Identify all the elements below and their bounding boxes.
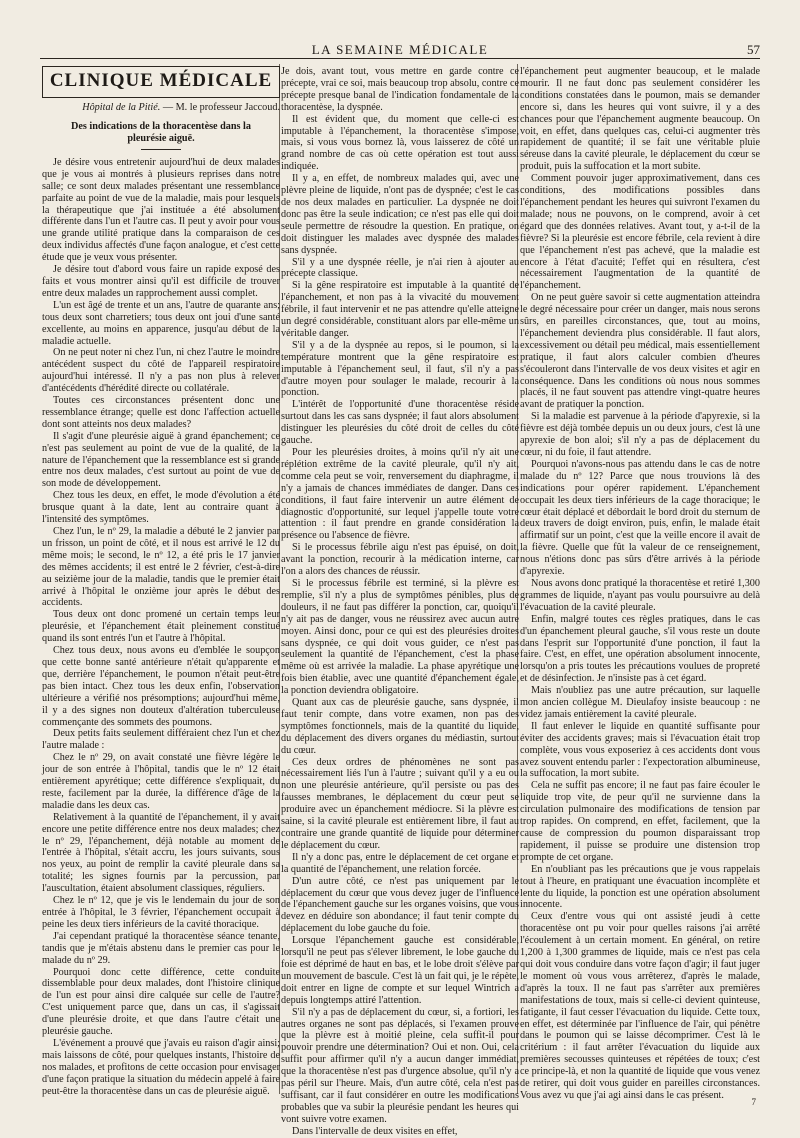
- paragraph: Comment pouvoir juger approximativement, dans ces conditions, des modifications possibles dans l'épanchement pendant les heures qui suivront l'examen du malade; nous ne pouvons, on le comprend, avoir à cet égard que des données relatives. Avant tout, y a-t-il de la fièvre? Si la pleurésie est encore fébrile, cela revient à dire que l'épanchement n'est pas achevé, que la maladie est encore à l'état d'acuité; l'effet qui en résultera, c'est nécessairement l'augmentation de la quantité de l'épanchement.: [520, 173, 760, 292]
- paragraph: Chez l'un, le nº 29, la maladie a débuté le 2 janvier par un frisson, un point de côté, et il nous est arrivé le 12 du même mois; le second, le nº 12, a été pris le 17 janvier des mêmes accidents; il est entré le 2 février, c'est-à-dire au seizième jour de la maladie, tandis que le premier était arrivé à l'hôpital le onzième jour après le début des accidents.: [42, 526, 280, 609]
- paragraph: Lorsque l'épanchement gauche est considérable, lorsqu'il ne peut pas s'élever librement, le lobe gauche du foie est déprimé de haut en bas, et le lobe droit s'élève par un mouvement de bascule. C'est là un fait qui, je le répète, doit entrer en ligne de compte et sur lequel Wintrich a depuis longtemps attiré l'attention.: [281, 935, 519, 1006]
- paragraph: Chez le nº 29, on avait constaté une fièvre légère le jour de son entrée à l'hôpital, tandis que le nº 12 était entièrement apyrétique; cette différence s'expliquait, du reste, facilement par la durée, la différence d'âge de la maladie dans les deux cas.: [42, 752, 280, 811]
- paragraph: Si la maladie est parvenue à la période d'apyrexie, si la fièvre est déjà tombée depuis un ou deux jours, c'est là une apyrexie de bon aloi; s'il n'y a pas de déplacement du cœur, ni du foie, il faut attendre.: [520, 411, 760, 458]
- paragraph: Je dois, avant tout, vous mettre en garde contre ce précepte, vrai ce soi, mais beaucoup trop absolu, contre ce précepte presque banal de l'indication fondamentale de la thoracentèse, la dyspnée.: [281, 66, 519, 113]
- paragraph: Enfin, malgré toutes ces règles pratiques, dans le cas d'un épanchement pleural gauche, s'il vous reste un doute dans l'esprit sur l'opportunité d'une ponction, il faut la faire. C'est, en effet, une opération absolument innocente, lorsqu'on a pris toutes les précautions voulues de propreté et de désinfection. Je n'insiste pas à cet égard.: [520, 613, 760, 685]
- paragraph: Je désire tout d'abord vous faire un rapide exposé des faits et vous montrer ainsi qu'il est difficile de trouver entre deux malades un rapprochement aussi complet.: [42, 264, 280, 299]
- paragraph: Il y a, en effet, de nombreux malades qui, avec une plèvre pleine de liquide, n'ont pas de dyspnée; c'est le cas de nos deux malades en particulier. La dyspnée ne doit donc pas être la seule indication; ce n'est pas elle qui doit seule permettre de résoudre la question. En pratique, on doit distinguer les malades avec dyspnée des malades sans dyspnée.: [281, 173, 519, 256]
- paragraph: S'il y a une dyspnée réelle, je n'ai rien à ajouter au précepte classique.: [281, 256, 519, 280]
- paragraph: Cela ne suffit pas encore; il ne faut pas faire écouler le liquide trop vite, de peur qu'il ne survienne dans la circulation pulmonaire des modifications de tension par trop rapides. On comprend, en effet, facilement, que la cause de compression du poumon disparaissant trop rapidement, il puisse se produire une distension trop prompte de cet organe.: [520, 780, 760, 863]
- paragraph: Si le processus fébrile aigu n'est pas épuisé, on doit, avant la ponction, recourir à la médication interne, car l'on a alors des chances de réussir.: [281, 542, 519, 578]
- hospital-name: Hôpital de la Pitié.: [82, 102, 161, 113]
- paragraph: Ces deux ordres de phénomènes ne sont pas nécessairement liés l'un à l'autre ; suivant qu'il y a eu ou non une pleurésie antérieure, qu'il persiste ou pas des fausses membranes, le déplacement du cœur peut se produire avec un épanchement médiocre. Si la plèvre est saine, si la cavité pleurale est entièrement libre, il faut au contraire une grande quantité de liquide pour déterminer le déplacement du cœur.: [281, 756, 519, 851]
- paragraph: Je désire vous entretenir aujourd'hui de deux malades que je vous ai montrés à plusieurs reprises dans notre salle; ce sont deux malades présentant une ressemblance parfaite au point de vue de la maladie, mais pour lesquels la thérapeutique que j'ai instituée a été absolument différente dans l'un et l'autre cas. Il peut y avoir pour vous une grande utilité pratique dans la comparaison de ces deux individus affectés d'une façon analogue, et c'est cette étude que je veux vous présenter.: [42, 156, 280, 264]
- paragraph: Chez le nº 12, que je vis le lendemain du jour de son entrée à l'hôpital, le 3 février, l'épanchement occupait à peine les deux tiers inférieurs de la cavité thoracique.: [42, 895, 280, 930]
- section-heading-box: [42, 66, 280, 98]
- paragraph: Il s'agit d'une pleurésie aiguë à grand épanchement; ce n'est pas seulement au point de vue de la qualité, de la nature de l'épanchement que la ressemblance est si grande entre nos deux malades, c'est surtout au point de vue de son mode de développement.: [42, 430, 280, 490]
- paragraph: Pourquoi donc cette différence, cette conduite dissemblable pour deux malades, dont l'histoire clinique de l'un est pour ainsi dire calquée sur celle de l'autre? C'est uniquement parce que, dans un cas, il s'agissait d'une pleurésie droite, et que dans l'autre c'était une pleurésie gauche.: [42, 966, 280, 1038]
- paragraph: On ne peut noter ni chez l'un, ni chez l'autre le moindre antécédent suspect du côté de l'appareil respiratoire aujourd'hui intéressé. Il n'y a pas non plus à relever d'antécédents d'hérédité directe ou collatérale.: [42, 347, 280, 395]
- article-subtitle: Des indications de la thoracentèse dans la pleurésie aiguë.: [58, 121, 264, 150]
- column-3: [520, 66, 760, 1101]
- paragraph: Il n'y a donc pas, entre le déplacement de cet organe et la quantité de l'épanchement, une relation forcée.: [281, 851, 519, 875]
- paragraph: L'un est âgé de trente et un ans, l'autre de quarante ans; tous deux sont charretiers; tous deux ont joui d'une santé excellente, au moins en apparence, jusqu'au début de la maladie actuelle.: [42, 299, 280, 347]
- paragraph: On ne peut guère savoir si cette augmentation atteindra le degré nécessaire pour créer un danger, mais nous serons sûrs, en pareilles circonstances, que, tout au moins, l'épanchement deviendra plus considérable. Il faut alors, excessivement ou détail peu médical, mais essentiellement pratique, il faut alors calculer combien d'heures s'écouleront dans l'intervalle de vos deux visites et agir en conséquence. Dans les conditions où nous nous sommes placés, il ne faut souvent pas attendre vingt-quatre heures avant de pratiquer la ponction.: [520, 292, 760, 411]
- paragraph: Pourquoi n'avons-nous pas attendu dans le cas de notre malade du nº 12? Parce que nous trouvions là des indications pour opérer rapidement. L'épanchement occupait les deux tiers inférieurs de la cage thoracique; le cœur était déplacé et débordait le bord droit du sternum de deux travers de doigt environ, puis, enfin, le malade était affirmatif sur un point, c'est que la veille encore il avait de la fièvre. Quelle que fût la valeur de ce renseignement, nous n'étions donc pas sûrs d'être arrivés à la période d'apyrexie.: [520, 458, 760, 578]
- header-rule: [40, 58, 760, 59]
- paragraph: Deux petits faits seulement différaient chez l'un et chez l'autre malade :: [42, 728, 280, 752]
- paragraph: Tous deux ont donc promené un certain temps leur pleurésie, et l'épanchement était pleinement constitué quand ils sont entrés l'un et l'autre à l'hôpital.: [42, 609, 280, 645]
- paragraph: D'un autre côté, ce n'est pas uniquement par le déplacement du cœur que vous devez juger de l'influence de l'épanchement gauche sur les organes voisins, que vous devez en déduire son abondance; il faut tenir compte du déplacement du lobe gauche du foie.: [281, 875, 519, 935]
- paragraph: Si le processus fébrile est terminé, si la plèvre est remplie, s'il n'y a plus de symptômes pénibles, plus de douleurs, il ne faut pas différer la ponction, car, quoiqu'il n'y ait pas de danger, vous ne réussirez avec aucun autre moyen. Ainsi donc, pour ce qui est des pleurésies droites sans dyspnée, ce qui doit vous guider, ce n'est pas seulement la quantité de l'épanchement, c'est la phase même où est arrivée la maladie. La phase apyrétique une fois bien établie, avec une quantité d'épanchement égale, la ponction deviendra obligatoire.: [281, 577, 519, 697]
- section-title: CLINIQUE MÉDICALE: [49, 70, 273, 91]
- paragraph: l'épanchement peut augmenter beaucoup, et le malade mourir. Il ne faut donc pas seulement considérer les conditions constatées dans le poumon, mais se demander encore si, dans les heures qui vont suivre, il y a des chances pour que l'épanchement augmente beaucoup. On voit, en effet, dans quelques cas, celui-ci augmenter très rapidement de quantité; il se fait une véritable pluie séreuse dans la cavité pleurale, le déplacement du cœur se produit, puis la suffocation et la mort subite.: [520, 66, 760, 173]
- paragraph: Toutes ces circonstances présentent donc une ressemblance étrange; quelle est donc l'affection actuelle dont sont atteints nos deux malades?: [42, 395, 280, 430]
- paragraph: Dans l'intervalle de deux visites en effet,: [292, 1125, 458, 1137]
- paragraph: Pour les pleurésies droites, à moins qu'il n'y ait une réplétion extrême de la cavité pleurale, qu'il n'y ait, comme cela peut se voir, renversement du diaphragme, il n'y a jamais de chances immédiates de danger. Dans ces conditions, il faut faire intervenir un autre élément de diagnostic d'opportunité, sur lequel j'appelle toute votre attention : il faut prendre en grande considération la présence ou l'absence de fièvre.: [281, 447, 519, 542]
- printer-signature: 7: [751, 1097, 756, 1107]
- paragraph: Chez tous les deux, en effet, le mode d'évolution a été brusque quant à la date, lent au contraire quant à l'intensité des symptômes.: [42, 490, 280, 526]
- paragraph: Ceux d'entre vous qui ont assisté jeudi à cette thoracentèse ont pu voir pour quelles raisons j'ai arrêté l'écoulement à un certain moment. En général, on retire 1,200 à 1,300 grammes de liquide, mais ce n'est pas cela qui doit vous conduire dans votre façon d'agir; il faut juger le moment où vous vous arrêterez, d'après le malade, d'après la toux. Il ne faut pas s'arrêter aux premières manifestations de toux, mais si celle-ci devient quinteuse, fatigante, il faut cesser l'évacuation du liquide. Cette toux, en effet, est déterminée par l'influence de l'air, qui pénètre dans le poumon qui se laisse décomprimer. C'est là le critérium : il faut arrêter l'évacuation du liquide aux premières secousses quinteuses et répétées de toux; c'est ce principe-là, et non la quantité de liquide que vous venez de retirer, qui doit vous guider en pareilles circonstances. Vous avez vu que j'ai agi ainsi dans le cas présent.: [520, 911, 760, 1101]
- page-number: 57: [747, 42, 760, 57]
- paragraph: S'il y a de la dyspnée au repos, si le poumon, si la température montrent que la gêne respiratoire est imputable à l'épanchement seul, il faut, s'il n'y a pas d'autre moyen pour soulager le malade, recourir à la ponction.: [281, 339, 519, 399]
- professor-name: — M. le professeur Jaccoud.: [160, 102, 280, 113]
- hospital-line: [42, 102, 280, 114]
- paragraph: S'il n'y a pas de déplacement du cœur, si, a fortiori, les autres organes ne sont pas déplacés, si l'examen prouve que la plèvre est à moitié pleine, cela suffit-il pour pouvoir prendre une détermination? Oui et non. Oui, cela suffit pour affirmer qu'il n'y a aucun danger immédiat, que la thoracentèse n'est pas d'urgence absolue, qu'il n'y a pas péril sur l'heure. Mais, d'un autre côté, cela n'est pas suffisant, car il faut considérer en outre les modifications probables que va subir la pleurésie pendant les heures qui vont suivre votre examen.: [281, 1006, 519, 1125]
- paragraph: Il faut enlever le liquide en quantité suffisante pour éviter des accidents graves; mais si l'évacuation était trop complète, vous vous exposeriez à ces accidents dont vous avez souvent entendu parler : l'expectoration albumineuse, la suffocation, la mort subite.: [520, 720, 760, 780]
- page-header: [40, 40, 760, 60]
- paragraph: L'événement a prouvé que j'avais eu raison d'agir ainsi; mais laissons de côté, pour quelques instants, l'histoire de nos malades, et profitons de cette occasion pour envisager d'une façon pratique la situation du médecin appelé à faire peut-être la thoracentèse dans un cas de pleurésie aiguë.: [42, 1037, 280, 1097]
- paragraph: Relativement à la quantité de l'épanchement, il y avait encore une petite différence entre nos deux malades; chez le nº 29, l'épanchement, déjà notable au moment de l'entrée à l'hôpital, s'était accru, les jours suivants, sous nos yeux, au point de remplir la cavité pleurale dans sa totalité; les signes fournis par la percussion, par l'auscultation, étaient absolument classiques, réguliers.: [42, 811, 280, 895]
- paragraph: Nous avons donc pratiqué la thoracentèse et retiré 1,300 grammes de liquide, n'ayant pas voulu poursuivre au delà l'évacuation de la cavité pleurale.: [520, 577, 760, 613]
- column-2: [281, 66, 519, 1137]
- column-1: [42, 66, 280, 1097]
- paragraph: Chez tous deux, nous avons eu d'emblée le soupçon que cette bonne santé antérieure n'était qu'apparente et que, derrière l'épanchement, le poumon n'était peut-être pas bien intact. Chez tous les deux enfin, l'observation ultérieure a vérifié nos présomptions; aujourd'hui même, il y a des signes non douteux d'altération tuberculeuse commençante des sommets des poumons.: [42, 645, 280, 728]
- paragraph: Mais n'oubliez pas une autre précaution, sur laquelle mon ancien collègue M. Dieulafoy insiste beaucoup : ne videz jamais entièrement la cavité pleurale.: [520, 685, 760, 720]
- paragraph: J'ai cependant pratiqué la thoracentèse séance tenante, tandis que je m'étais abstenu dans le premier cas pour le malade du nº 29.: [42, 930, 280, 966]
- paragraph: Il est évident que, du moment que celle-ci est imputable à l'épanchement, la thoracentèse s'impose, mais, si vous vous bornez là, vous laisserez de côté un grand nombre de cas où cette opération est tout aussi indiquée.: [281, 113, 519, 173]
- journal-title: LA SEMAINE MÉDICALE: [311, 42, 489, 57]
- paragraph: L'intérêt de l'opportunité d'une thoracentèse réside surtout dans les cas sans dyspnée; il faut alors absolument distinguer les pleurésies du côté droit de celles du côté gauche.: [281, 399, 519, 447]
- paragraph: En n'oubliant pas les précautions que je vous rappelais tout à l'heure, en pratiquant une évacuation incomplète et lente du liquide, la ponction est une opération absolument innocente.: [520, 863, 760, 911]
- paragraph: Si la gêne respiratoire est imputable à la quantité de l'épanchement, et non pas à la vivacité du mouvement fébrile, il faut intervenir et ne pas attendre qu'elle atteigne un degré considérable, constituant alors par elle-même un véritable danger.: [281, 280, 519, 339]
- paragraph: Quant aux cas de pleurésie gauche, sans dyspnée, il faut tenir compte, dans votre examen, non pas des symptômes fonctionnels, mais de la quantité du liquide, du déplacement des divers organes du médiastin, surtout du cœur.: [281, 697, 519, 756]
